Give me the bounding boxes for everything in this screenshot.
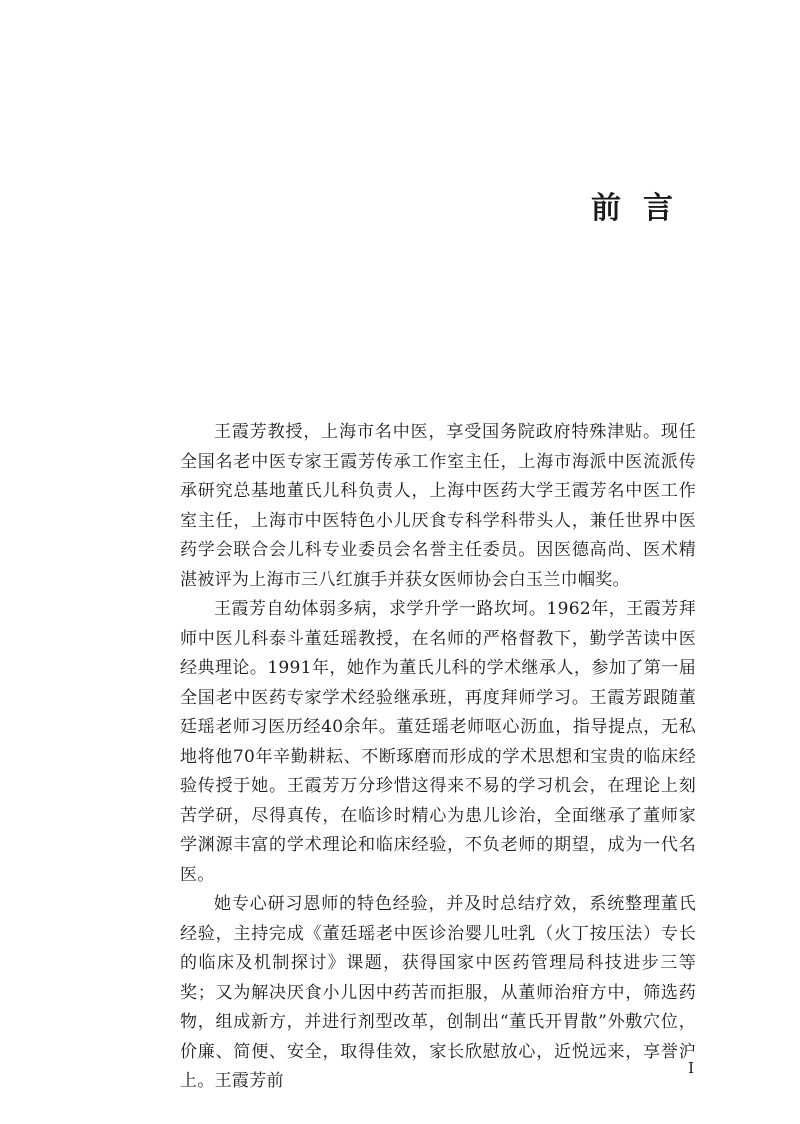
paragraph-1: 王霞芳教授，上海市名中医，享受国务院政府特殊津贴。现任全国名老中医专家王霞芳传承工作室主任，上海市海派中医流派传承研究总基地董氏儿科负责人，上海中医药大学王霞芳名中医工作室主任，上海市中医特色小儿厌食专科学科带头人，兼任世界中医药学会联合会儿科专业委员会名誉主任委员。因医德高尚、医术精湛被评为上海市三八红旗手并获女医师协会白玉兰巾帼奖。 [180,422,696,590]
paragraph-3: 她专心研习恩师的特色经验，并及时总结疗效，系统整理董氏经验，主持完成《董廷瑶老中医诊治婴儿吐乳（火丁按压法）专长的临床及机制探讨》课题，获得国家中医药管理局科技进步三等奖；又为解决厌食小儿因中药苦而拒服，从董师治疳方中，筛选药物，组成新方，并进行剂型改革，创制出“董氏开胃散”外敷穴位，价廉、简便、安全，取得佳效，家长欣慰放心，近悦远来，享誉沪上。王霞芳前 [180,894,696,1091]
page-title: 前言 [591,191,695,226]
body-text [180,418,696,1097]
page-number: I [688,1059,694,1077]
paragraph-2: 王霞芳自幼体弱多病，求学升学一路坎坷。1962年，王霞芳拜师中医儿科泰斗董廷瑶教授，在名师的严格督教下，勤学苦读中医经典理论。1991年，她作为董氏儿科的学术继承人，参加了第一届全国老中医药专家学术经验继承班，再度拜师学习。王霞芳跟随董廷瑶老师习医历经40余年。董廷瑶老师呕心沥血，指导提点，无私地将他70年辛勤耕耘、不断琢磨而形成的学术思想和宝贵的临床经验传授于她。王霞芳万分珍惜这得来不易的学习机会，在理论上刻苦学研，尽得真传，在临诊时精心为患儿诊治，全面继承了董师家学渊源丰富的学术理论和临床经验，不负老师的期望，成为一代名医。 [180,599,696,885]
